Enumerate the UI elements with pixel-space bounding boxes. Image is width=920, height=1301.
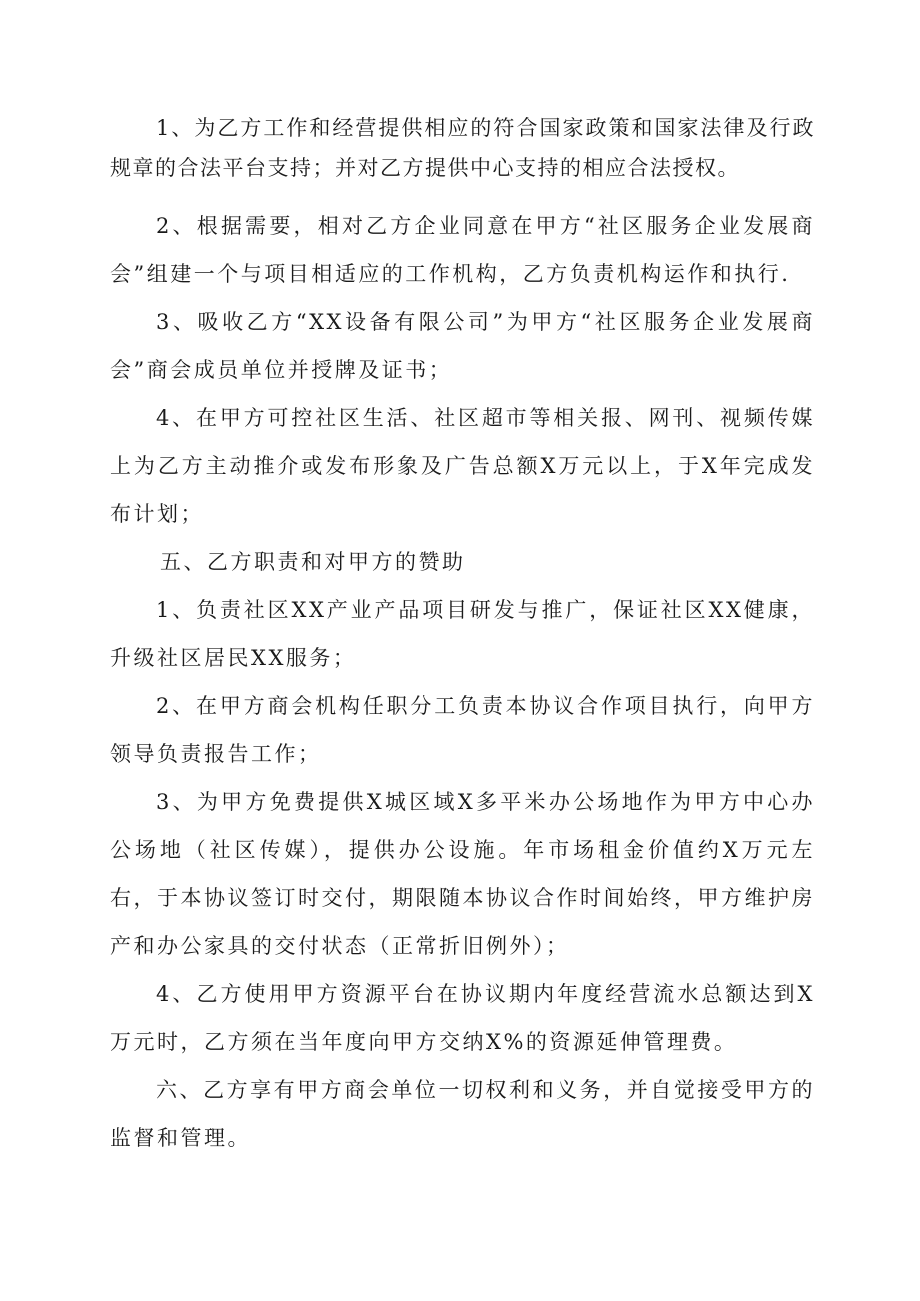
paragraph-item-5-3: 3、为甲方免费提供X城区域X多平米办公场地作为甲方中心办公场地（社区传媒），提供办公设施。年市场租金价值约X万元左右，于本协议签订时交付，期限随本协议合作时间始终，甲方维护房产和办公家具的交付状态（正常折旧例外）； [110,790,815,958]
paragraph-item-2: 2、根据需要，相对乙方企业同意在甲方“社区服务企业发展商会”组建一个与项目相适应的工作机构，乙方负责机构运作和执行. [110,214,815,286]
paragraph-item-5-1: 1、负责社区XX产业产品项目研发与推广，保证社区XX健康，升级社区居民XX服务； [110,598,815,670]
paragraph-item-1: 1、为乙方工作和经营提供相应的符合国家政策和国家法律及行政规章的合法平台支持；并对乙方提供中心支持的相应合法授权。 [110,116,815,180]
paragraph-item-5-4: 4、乙方使用甲方资源平台在协议期内年度经营流水总额达到X万元时，乙方须在当年度向甲方交纳X%的资源延伸管理费。 [110,982,815,1054]
section-heading-6: 六、乙方享有甲方商会单位一切权利和义务，并自觉接受甲方的监督和管理。 [110,1078,815,1150]
paragraph-item-4: 4、在甲方可控社区生活、社区超市等相关报、网刊、视频传媒上为乙方主动推介或发布形象及广告总额X万元以上，于X年完成发布计划； [110,406,815,526]
paragraph-item-3: 3、吸收乙方“XX设备有限公司”为甲方“社区服务企业发展商会”商会成员单位并授牌及证书； [110,310,815,382]
paragraph-item-5-2: 2、在甲方商会机构任职分工负责本协议合作项目执行，向甲方领导负责报告工作； [110,694,815,766]
document-page [110,108,815,1162]
section-heading-5: 五、乙方职责和对甲方的赞助 [160,550,466,574]
